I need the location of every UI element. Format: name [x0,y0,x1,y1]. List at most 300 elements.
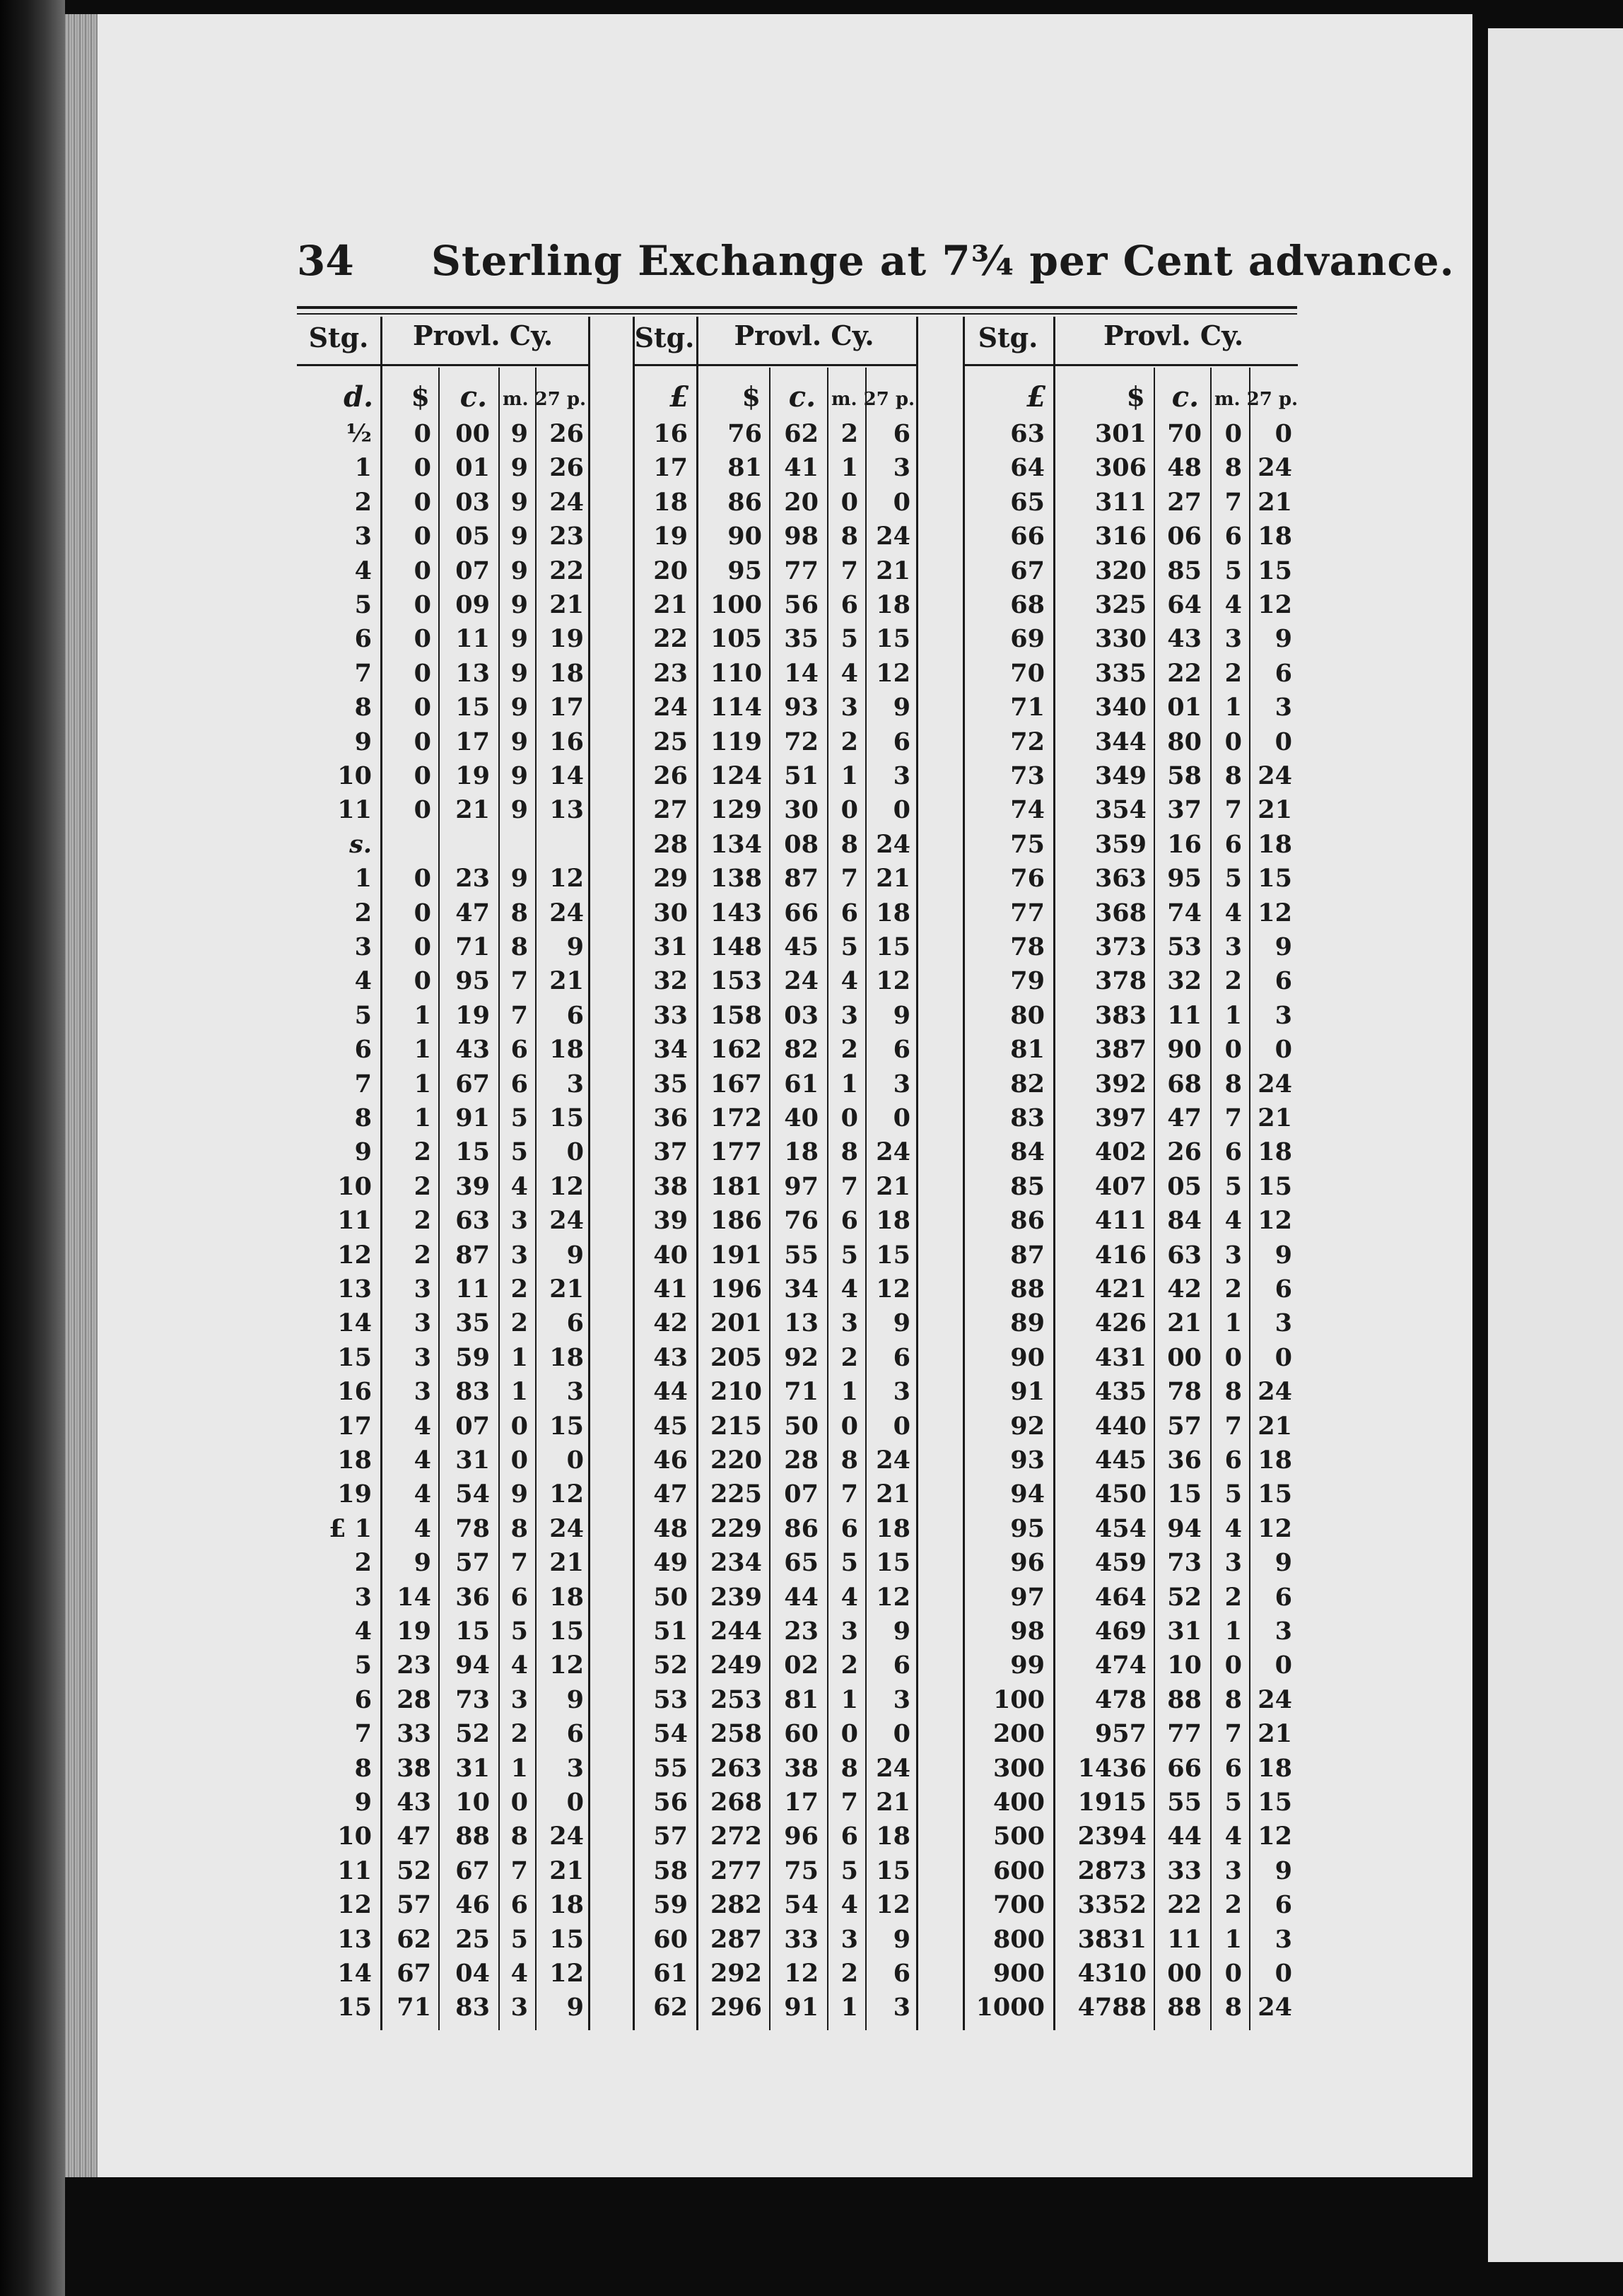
dollars-cell: 3 [414,1275,431,1304]
p-cell: 9 [566,932,584,961]
dollars-cell: 450 [1094,1480,1147,1509]
dollars-cell: 474 [1094,1651,1147,1680]
dollars-cell: 454 [1094,1513,1147,1543]
stg-cell: 37 [653,1137,688,1167]
dollars-cell: 426 [1094,1308,1147,1338]
cents-cell: 71 [455,932,490,961]
p-cell: 9 [1275,624,1292,654]
m-cell: 5 [1224,864,1242,894]
dollars-cell: 320 [1094,556,1147,585]
m-cell: 8 [840,1137,858,1167]
m-cell: 0 [510,1446,528,1475]
dollars-cell: 57 [397,1890,431,1920]
p-cell: 15 [1258,556,1292,585]
cents-cell: 81 [784,1685,819,1714]
stg-cell: 16 [653,419,688,448]
dollars-cell: 71 [397,1993,431,2022]
cents-cell: 47 [455,898,490,927]
dollar-header: $ [1126,380,1145,412]
dollars-cell: 445 [1094,1446,1147,1475]
p-cell: 6 [893,1959,910,1988]
m-cell: 6 [1224,522,1242,551]
m-cell: 9 [510,522,528,551]
p-cell: 18 [876,898,910,927]
cents-cell: 87 [455,1240,490,1270]
p-cell: 9 [1275,932,1292,961]
cents-cell [438,828,490,862]
cents-cell: 74 [1167,898,1202,927]
p-cell: 22 [549,556,584,585]
stg-cell: 7 [354,658,372,688]
stg-cell: 94 [1010,1480,1045,1509]
cents-cell: 23 [455,864,490,894]
m-cell: 4 [510,1651,528,1680]
m-cell: 3 [1224,1548,1242,1578]
dollars-cell: 292 [710,1959,762,1988]
p-cell: 0 [893,795,910,825]
stg-cell: 61 [653,1959,688,1988]
stg-cell: 24 [653,693,688,722]
p-cell: 18 [549,1035,584,1065]
stg-cell: 45 [653,1411,688,1441]
p-cell: 21 [1258,795,1292,825]
dollar-header: $ [411,380,430,412]
dollars-cell: 392 [1094,1069,1147,1099]
cents-cell: 12 [784,1959,819,1988]
stg-cell: 20 [653,556,688,585]
p-cell: 16 [549,727,584,756]
p-cell: 24 [1258,1069,1292,1099]
p-cell: 9 [1275,1240,1292,1270]
m-cell: 4 [840,1890,858,1920]
cents-cell: 54 [784,1890,819,1920]
cents-cell: 17 [784,1788,819,1817]
book-spine [0,0,65,2296]
dollars-cell: 129 [710,795,762,825]
cents-cell: 87 [784,864,819,894]
p-cell: 21 [549,1275,584,1304]
dollars-cell: 4 [414,1411,431,1441]
dollars-cell: 229 [710,1513,762,1543]
p-cell: 0 [893,1411,910,1441]
cents-cell: 58 [1167,761,1202,790]
cents-cell: 28 [784,1446,819,1475]
stg-cell: 9 [354,1137,372,1167]
m-cell: 7 [510,1548,528,1578]
stg-cell: 5 [354,1000,372,1030]
p-cell: 6 [1275,658,1292,688]
cents-cell: 57 [455,1548,490,1578]
p-cell: 6 [566,1000,584,1030]
cents-cell: 88 [1167,1993,1202,2022]
cents-cell: 07 [784,1480,819,1509]
dollars-cell: 0 [414,727,431,756]
m-cell: 9 [510,590,528,619]
stg-cell: 67 [1010,556,1045,585]
cents-cell: 42 [1167,1275,1202,1304]
stg-cell: 90 [1010,1342,1045,1372]
cents-cell: 51 [784,761,819,790]
stg-cell: 300 [992,1753,1045,1783]
p-cell: 6 [566,1719,584,1749]
cents-cell: 72 [784,727,819,756]
m-cell: 6 [510,1890,528,1920]
m-cell: 3 [1224,1856,1242,1885]
dollars-cell: 4 [414,1446,431,1475]
p-cell: 21 [1258,487,1292,517]
m-cell: 8 [1224,1685,1242,1714]
m-cell: 3 [510,1206,528,1236]
dollars-cell: 119 [710,727,762,756]
dollars-cell: 440 [1094,1411,1147,1441]
dollars-cell: 287 [710,1924,762,1954]
p-cell: 6 [893,1035,910,1065]
dollars-cell: 335 [1094,658,1147,688]
dollars-cell: 47 [397,1822,431,1851]
cents-cell: 11 [1167,1000,1202,1030]
dollars-cell: 172 [710,1103,762,1132]
cents-cell: 91 [455,1103,490,1132]
p-cell: 12 [876,966,910,996]
m-cell: 4 [840,1582,858,1612]
dollars-cell: 368 [1094,898,1147,927]
dollars-cell: 1915 [1077,1788,1147,1817]
p-cell: 0 [1275,1651,1292,1680]
dollars-cell: 363 [1094,864,1147,894]
header-rule-thin [297,313,1297,315]
p-cell: 9 [893,693,910,722]
p-cell: 21 [876,1171,910,1201]
dollars-cell: 0 [414,419,431,448]
p-cell: 9 [566,1993,584,2022]
cents-cell: 88 [1167,1685,1202,1714]
m-cell: 9 [510,419,528,448]
cents-cell: 55 [1167,1788,1202,1817]
dollars-cell: 105 [710,624,762,654]
stg-header: Stg. [308,322,369,353]
cents-cell: 23 [784,1617,819,1646]
dollars-cell: 62 [397,1924,431,1954]
p-cell: 15 [876,932,910,961]
p-cell: 0 [1275,1035,1292,1065]
p-cell: 9 [1275,1856,1292,1885]
p-cell: 15 [1258,1480,1292,1509]
unit-label: £ [669,380,689,414]
stg-cell: 48 [653,1513,688,1543]
stg-cell: 46 [653,1446,688,1475]
cents-cell: 00 [1167,1959,1202,1988]
dollars-cell: 3 [414,1308,431,1338]
p-cell: 18 [876,1206,910,1236]
dollars-cell: 378 [1094,966,1147,996]
dollars-cell: 4 [414,1513,431,1543]
cents-cell: 13 [784,1308,819,1338]
stg-cell: 57 [653,1822,688,1851]
m-cell: 9 [510,556,528,585]
cents-cell: 11 [455,624,490,654]
m-cell: 5 [840,624,858,654]
cents-cell: 62 [784,419,819,448]
cents-cell: 24 [784,966,819,996]
stg-cell: 50 [653,1582,688,1612]
p-cell: 24 [1258,453,1292,483]
m-cell: 5 [510,1103,528,1132]
p-cell: 21 [549,1856,584,1885]
m-cell: 2 [510,1308,528,1338]
cents-cell: 25 [455,1924,490,1954]
stg-cell: 6 [354,624,372,654]
stg-cell: 4 [354,966,372,996]
m-cell: 0 [840,1719,858,1749]
m-cell: 5 [1224,1788,1242,1817]
m-cell: 9 [510,453,528,483]
p-cell: 9 [893,1924,910,1954]
cents-cell: 85 [1167,556,1202,585]
p-cell: 15 [549,1103,584,1132]
p-cell: 3 [893,453,910,483]
p-cell: 6 [1275,1890,1292,1920]
dollars-cell: 239 [710,1582,762,1612]
stg-cell: 5 [354,590,372,619]
stg-cell: 18 [337,1446,372,1475]
p-cell: 3 [893,1993,910,2022]
stg-cell: 63 [1010,419,1045,448]
p-cell: 26 [549,453,584,483]
p-cell: 24 [1258,761,1292,790]
stg-cell: 84 [1010,1137,1045,1167]
dollars-cell: 4310 [1077,1959,1147,1988]
stg-cell: 64 [1010,453,1045,483]
stg-cell: 51 [653,1617,688,1646]
p-cell: 12 [876,1582,910,1612]
cents-cell: 09 [455,590,490,619]
p-cell: 12 [1258,1822,1292,1851]
cents-cell: 41 [784,453,819,483]
dollars-cell: 81 [727,453,762,483]
column-header-rule [963,364,1298,366]
p-cell: 13 [549,795,584,825]
dollars-cell: 0 [414,487,431,517]
stg-cell: 11 [337,795,372,825]
dollars-cell: 301 [1094,419,1147,448]
dollars-cell: 3352 [1077,1890,1147,1920]
p-cell: 17 [549,693,584,722]
dollars-cell: 3 [414,1377,431,1407]
stg-cell: 2 [354,487,372,517]
dollars-cell: 1 [414,1000,431,1030]
cents-cell: 73 [455,1685,490,1714]
cents-cell: 48 [1167,453,1202,483]
m-cell: 8 [1224,761,1242,790]
dollars-cell: 957 [1094,1719,1147,1749]
stg-cell: 11 [337,1856,372,1885]
cents-cell: 02 [784,1651,819,1680]
cents-cell: 00 [455,419,490,448]
cents-cell: 73 [1167,1548,1202,1578]
dollars-cell: 1 [414,1103,431,1132]
m-cell: 6 [840,1513,858,1543]
p-cell: 24 [876,522,910,551]
page-edges [65,14,100,2177]
cents-cell: 95 [455,966,490,996]
stg-cell: 100 [992,1685,1045,1714]
stg-cell: 85 [1010,1171,1045,1201]
dollars-cell: 67 [397,1959,431,1988]
dollars-cell: 407 [1094,1171,1147,1201]
dollars-cell: 421 [1094,1275,1147,1304]
stg-cell: 23 [653,658,688,688]
m-cell: 3 [840,1000,858,1030]
m-cell: 1 [840,1993,858,2022]
m-cell: 0 [1224,727,1242,756]
stg-cell: 91 [1010,1377,1045,1407]
m-cell: 9 [510,487,528,517]
page-number: 34 [297,237,354,285]
p-cell: 24 [1258,1685,1292,1714]
dollars-cell: 258 [710,1719,762,1749]
stg-cell: 73 [1010,761,1045,790]
cents-cell: 14 [784,658,819,688]
m-cell: 5 [840,1240,858,1270]
m-cell: 2 [840,1035,858,1065]
m-cell: 5 [510,1924,528,1954]
dollars-cell: 435 [1094,1377,1147,1407]
cents-cell: 08 [784,829,819,859]
cents-cell: 54 [455,1480,490,1509]
m-cell: 0 [510,1411,528,1441]
stg-cell: 13 [337,1924,372,1954]
stg-cell: 29 [653,864,688,894]
p-cell: 3 [1275,1308,1292,1338]
cents-cell: 94 [1167,1513,1202,1543]
dollars-cell: 158 [710,1000,762,1030]
dollars-cell: 306 [1094,453,1147,483]
dollars-cell: 459 [1094,1548,1147,1578]
m-cell: 6 [840,898,858,927]
m-cell: 4 [1224,898,1242,927]
m-cell: 8 [1224,1377,1242,1407]
cents-cell: 27 [1167,487,1202,517]
stg-cell: 83 [1010,1103,1045,1132]
dollars-cell: 76 [727,419,762,448]
p-cell: 15 [876,1240,910,1270]
stg-cell: 1000 [975,1993,1045,2022]
cents-cell: 35 [455,1308,490,1338]
dollars-cell: 124 [710,761,762,790]
m-cell: 3 [510,1993,528,2022]
cents-cell: 22 [1167,658,1202,688]
cents-cell: 75 [784,1856,819,1885]
cents-cell: 61 [784,1069,819,1099]
m-cell: 2 [840,727,858,756]
m-cell: 7 [510,966,528,996]
p-cell: 15 [549,1617,584,1646]
m-cell: 8 [1224,453,1242,483]
dollars-cell: 268 [710,1788,762,1817]
p-cell: 12 [549,864,584,894]
cents-cell: 07 [455,1411,490,1441]
stg-cell: 11 [337,1206,372,1236]
p-cell: 23 [549,522,584,551]
cents-cell: 01 [455,453,490,483]
cents-cell: 13 [455,658,490,688]
dollar-header: $ [742,380,761,412]
stg-cell: 77 [1010,898,1045,927]
m-cell: 5 [1224,1480,1242,1509]
stg-cell: 4 [354,1617,372,1646]
m-cell: 3 [840,1617,858,1646]
m-cell: 8 [510,1513,528,1543]
stg-cell: 2 [354,1548,372,1578]
dollars-cell: 0 [414,795,431,825]
dollars-cell: 282 [710,1890,762,1920]
p-cell: 21 [876,1480,910,1509]
p-cell: 3 [1275,1924,1292,1954]
p-cell: 9 [893,1308,910,1338]
dollars-cell: 373 [1094,932,1147,961]
dollars-cell: 249 [710,1651,762,1680]
cents-cell: 11 [455,1275,490,1304]
p-cell: 21 [1258,1103,1292,1132]
m-cell: 2 [1224,1582,1242,1612]
dollars-cell: 0 [414,556,431,585]
stg-cell: 58 [653,1856,688,1885]
cents-cell: 56 [784,590,819,619]
dollars-cell: 95 [727,556,762,585]
p-cell: 0 [1275,419,1292,448]
p-cell: 3 [1275,1000,1292,1030]
stg-cell: 13 [337,1275,372,1304]
stg-cell: 10 [337,1822,372,1851]
stg-header: Stg. [978,322,1038,353]
stg-cell: 87 [1010,1240,1045,1270]
p-cell: 9 [893,1617,910,1646]
stg-cell: 9 [354,1788,372,1817]
p-cell: 6 [1275,1582,1292,1612]
p-cell: 24 [1258,1377,1292,1407]
cents-cell: 43 [1167,624,1202,654]
stg-cell: 16 [337,1377,372,1407]
stg-cell: 72 [1010,727,1045,756]
m-cell: 5 [1224,556,1242,585]
stg-cell: 19 [337,1480,372,1509]
cents-cell: 03 [455,487,490,517]
p-cell: 0 [893,1103,910,1132]
cents-cell: 32 [1167,966,1202,996]
cents-cell: 60 [784,1719,819,1749]
dollars-cell: 416 [1094,1240,1147,1270]
dollars-cell: 138 [710,864,762,894]
dollars-cell: 411 [1094,1206,1147,1236]
dollars-cell: 220 [710,1446,762,1475]
stg-cell: 5 [354,1651,372,1680]
cents-cell: 57 [1167,1411,1202,1441]
stg-cell: 4 [354,556,372,585]
stg-cell: 98 [1010,1617,1045,1646]
p-cell: 9 [566,1240,584,1270]
stg-cell: 52 [653,1651,688,1680]
cents-cell: 06 [1167,522,1202,551]
cents-cell: 40 [784,1103,819,1132]
stg-cell: 55 [653,1753,688,1783]
stg-cell: £ 1 [329,1513,372,1543]
cents-cell: 44 [784,1582,819,1612]
m-cell: 1 [840,1069,858,1099]
facing-page-edge [1488,28,1623,2262]
dollars-cell: 311 [1094,487,1147,517]
stg-cell: 22 [653,624,688,654]
m-cell: 7 [1224,1411,1242,1441]
